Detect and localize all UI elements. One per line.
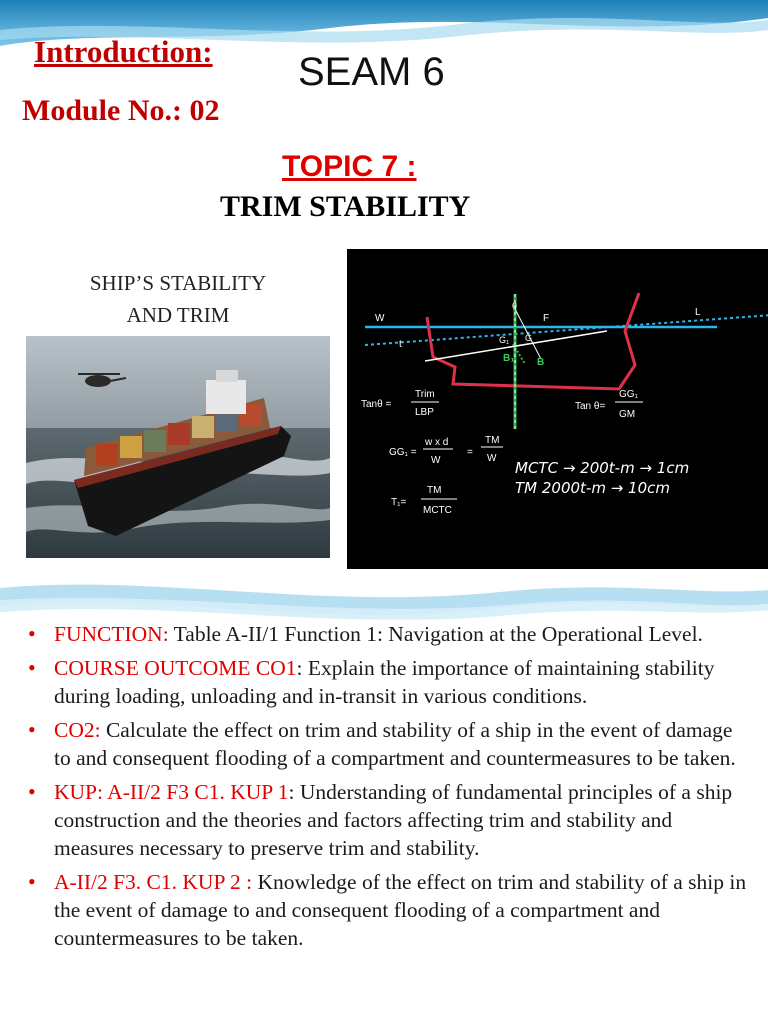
tm2-label: TM <box>427 485 442 496</box>
topic-label: TOPIC 7 : <box>282 150 417 183</box>
label-b1: B₁ <box>503 353 515 364</box>
ship-photo <box>26 258 330 558</box>
course-code: SEAM 6 <box>298 50 445 94</box>
bullet-label: FUNCTION: <box>54 622 169 646</box>
tan-left: Tanθ = <box>361 399 392 410</box>
topic-title: TRIM STABILITY <box>220 190 471 223</box>
w-den: W <box>431 455 441 466</box>
outcomes-list <box>28 620 748 958</box>
handwritten-note-2: TM 2000t-m → 10cm <box>515 479 671 497</box>
bullet-co2 <box>28 716 748 772</box>
mctc-label: MCTC <box>423 505 452 516</box>
trim-diagram <box>347 249 768 569</box>
label-f: F <box>543 313 550 324</box>
bullet-label: A-II/2 F3. C1. KUP 2 : <box>54 870 253 894</box>
label-b: B <box>537 357 545 368</box>
gm-den: GM <box>619 409 636 420</box>
bullet-kup1 <box>28 778 748 862</box>
bullet-function <box>28 620 748 648</box>
label-g1: G₁ <box>499 335 510 345</box>
equals-sign: = <box>467 447 473 458</box>
wxd-label: w x d <box>425 437 449 448</box>
label-l: L <box>695 307 701 318</box>
bullet-label: KUP: A-II/2 F3 C1. KUP 1 <box>54 780 289 804</box>
tm-num: TM <box>485 435 500 446</box>
photo-caption-line2: AND TRIM <box>126 303 230 327</box>
label-w: W <box>375 313 385 324</box>
bullet-text: : Explain the importance of maintaining stability during loading, unloading and in-transit in various conditions. <box>54 656 715 708</box>
handwritten-note-1: MCTC → 200t-m → 1cm <box>515 459 690 477</box>
bullet-label: COURSE OUTCOME CO1 <box>54 656 297 680</box>
trim-label: Trim <box>415 389 435 400</box>
bullet-text: Knowledge of the effect on trim and stability of a ship in the event of damage to and consequent flooding of a compartment and countermeasures to be taken. <box>54 870 747 950</box>
bullet-co1 <box>28 654 748 710</box>
bullet-label: CO2: <box>54 718 101 742</box>
lbp-label: LBP <box>415 407 434 418</box>
w-den2: W <box>487 453 497 464</box>
bullet-text: Calculate the effect on trim and stability of a ship in the event of damage to and consequent flooding of a compartment and countermeasures to be taken. <box>54 718 736 770</box>
bullet-text: : Understanding of fundamental principles of a ship construction and the theories and factors affecting trim and stability and measures necessary to preserve trim and stability. <box>54 780 733 860</box>
bullet-text: Table A-II/1 Function 1: Navigation at the Operational Level. <box>168 622 703 646</box>
tan-right: Tan θ= <box>575 401 606 412</box>
label-g: G <box>525 333 533 343</box>
module-number: Module No.: 02 <box>22 94 220 127</box>
label-theta: θ <box>512 301 518 311</box>
bullet-kup2 <box>28 868 748 952</box>
gg1-eq: GG₁ = <box>389 447 417 458</box>
gg1-num: GG₁ <box>619 389 638 400</box>
label-t: t <box>399 339 402 350</box>
photo-caption-line1: SHIP’S STABILITY <box>89 271 267 295</box>
intro-heading: Introduction: <box>34 34 213 69</box>
t1-eq: T₁= <box>391 497 407 508</box>
